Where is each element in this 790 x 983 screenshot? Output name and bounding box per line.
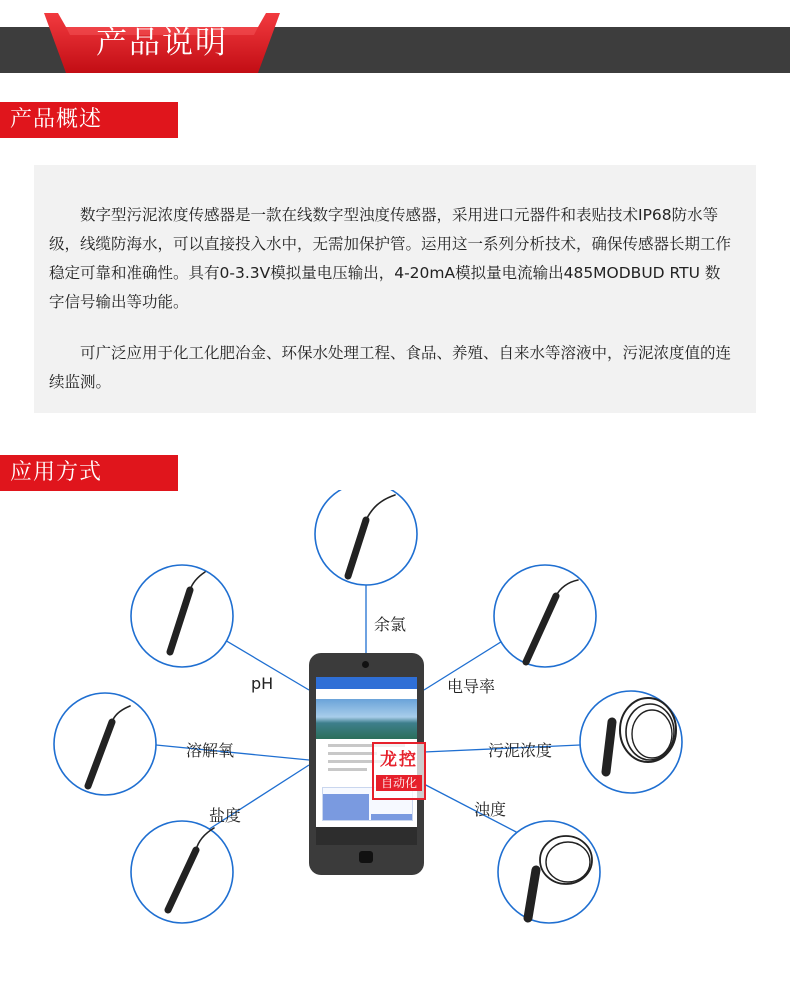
description-box	[34, 165, 756, 413]
label-turbidity: 浊度	[474, 800, 507, 819]
banner-tab	[44, 13, 280, 73]
camera-icon	[362, 661, 369, 668]
stamp-line-2: 自动化	[376, 775, 422, 791]
section-header-overview: 产品概述	[0, 102, 178, 138]
label-ph: pH	[251, 674, 274, 693]
label-salinity: 盐度	[209, 806, 242, 825]
label-residual-chlorine: 余氯	[374, 615, 407, 634]
screen-nav-bar	[316, 827, 417, 845]
banner-title: 产品说明	[96, 25, 228, 61]
home-button-icon	[359, 851, 373, 863]
sensor-circle-chlorine	[315, 490, 417, 585]
section-header-application: 应用方式	[0, 455, 178, 491]
label-conductivity: 电导率	[447, 677, 496, 696]
stamp-line-1: 龙控	[380, 750, 418, 770]
watermark-stamp	[372, 742, 426, 800]
label-dissolved-oxygen: 溶解氧	[186, 741, 235, 760]
description-paragraph-1: 数字型污泥浓度传感器是一款在线数字型浊度传感器，采用进口元器件和表贴技术IP68防水等级，线缆防海水，可以直接投入水中，无需加保护管。运用这一系列分析技术，确保传感器长期工作稳定可靠和准确性。具有0-3.3V模拟量电压输出，4-20mA模拟量电流输出485MODBUD RTU 数字信号输出等功能。	[49, 206, 732, 311]
application-diagram	[0, 490, 790, 983]
screen-photo	[316, 699, 417, 739]
description-paragraph-2: 可广泛应用于化工化肥冶金、环保水处理工程、食品、养殖、自来水等溶液中，污泥浓度值的连续监测。	[49, 344, 732, 391]
label-sludge-concentration: 污泥浓度	[488, 741, 553, 760]
